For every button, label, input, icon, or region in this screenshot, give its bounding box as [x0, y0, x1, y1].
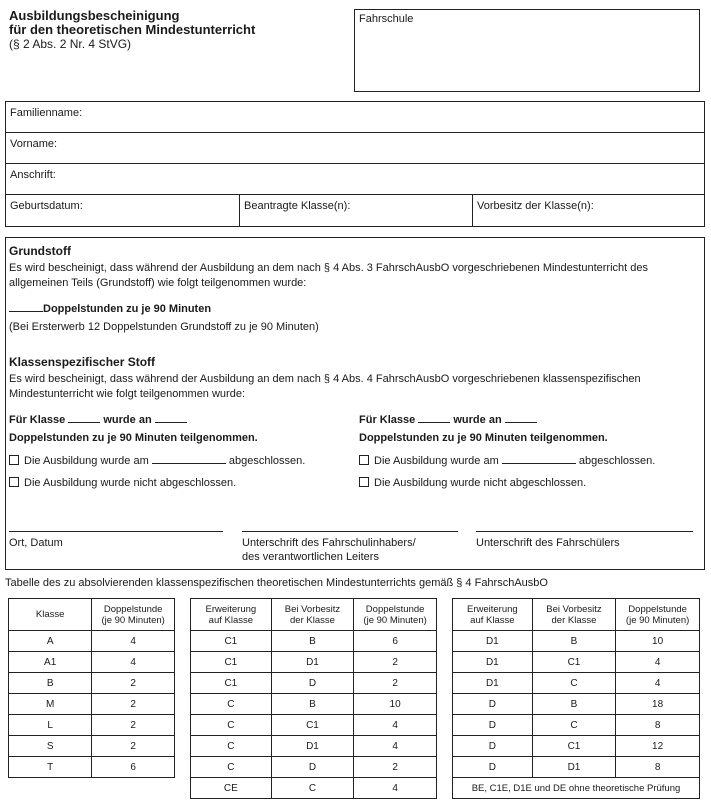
table-header-row	[191, 599, 437, 631]
nicht-abgeschlossen-right-checkbox[interactable]	[359, 477, 369, 487]
table-header-row	[9, 599, 175, 631]
abgeschlossen-left-checkbox[interactable]	[9, 455, 19, 465]
title-line-1: Ausbildungsbescheinigung	[9, 8, 180, 23]
grundstoff-heading: Grundstoff	[9, 244, 71, 258]
date-left-blank[interactable]	[152, 463, 226, 464]
wurde-an-label: wurde an	[103, 414, 152, 426]
personal-data-box	[5, 101, 705, 227]
table-header-cell: Doppelstunde (je 90 Minuten)	[354, 599, 437, 631]
table-cell: C1	[532, 736, 616, 757]
table-row	[9, 736, 175, 757]
table-cell: B	[9, 673, 92, 694]
table-cell: D	[271, 757, 354, 778]
table-cell: A	[9, 631, 92, 652]
vorname-field[interactable]	[6, 133, 704, 164]
nicht-abgeschlossen-right-row	[359, 476, 586, 491]
table-cell: 2	[92, 694, 175, 715]
nicht-abgeschlossen-left-row	[9, 476, 236, 491]
table-cell: 4	[92, 652, 175, 673]
table-cell: A1	[9, 652, 92, 673]
beantragte-klasse-field[interactable]	[239, 195, 472, 227]
inhaber-label-1: Unterschrift des Fahrschulinhabers/	[242, 537, 416, 549]
table-row	[191, 631, 437, 652]
table-cell: 2	[354, 673, 437, 694]
familienname-field[interactable]	[6, 102, 704, 133]
table-cell: D1	[532, 757, 616, 778]
title-line-2: für den theoretischen Mindestunterricht	[9, 22, 256, 37]
table-cell: 18	[616, 694, 700, 715]
table-cell: S	[9, 736, 92, 757]
table-cell: B	[271, 631, 354, 652]
abgeschlossen-right-checkbox[interactable]	[359, 455, 369, 465]
table-cell: 4	[92, 631, 175, 652]
table-cell: 4	[354, 778, 437, 799]
table-row	[191, 778, 437, 799]
table-header-cell: Bei Vorbesitz der Klasse	[532, 599, 616, 631]
table-cell: C1	[191, 631, 272, 652]
grundstoff-count-blank[interactable]	[9, 311, 43, 312]
document-title	[9, 9, 255, 51]
table-cell: 12	[616, 736, 700, 757]
table-row	[453, 757, 700, 778]
table-cell: C1	[532, 652, 616, 673]
table-cell: D1	[453, 673, 533, 694]
nicht-abgeschlossen-label: Die Ausbildung wurde nicht abgeschlossen.	[24, 477, 237, 489]
grundstoff-note: (Bei Ersterwerb 12 Doppelstunden Grundstoff zu je 90 Minuten)	[9, 321, 319, 333]
table-row	[191, 694, 437, 715]
ort-datum-field[interactable]	[9, 531, 223, 551]
table-cell: T	[9, 757, 92, 778]
abgeschlossen-pre-label: Die Ausbildung wurde am	[24, 455, 149, 467]
table-cell: 8	[616, 757, 700, 778]
tables-caption: Tabelle des zu absolvierenden klassenspezifischen theoretischen Mindestunterrichts gemäß § 4 FahrschAusbO	[5, 577, 548, 589]
table-header-row	[453, 599, 700, 631]
anschrift-label: Anschrift:	[10, 169, 56, 181]
table-cell: 2	[92, 715, 175, 736]
nicht-abgeschlossen-left-checkbox[interactable]	[9, 477, 19, 487]
klassen-heading: Klassenspezifischer Stoff	[9, 355, 156, 369]
table-header-cell: Erweiterung auf Klasse	[191, 599, 272, 631]
table-row	[9, 652, 175, 673]
table-cell: D	[453, 694, 533, 715]
klasse-right-blank[interactable]	[418, 422, 450, 423]
table-row	[9, 757, 175, 778]
table-row	[191, 652, 437, 673]
table-cell: D	[271, 673, 354, 694]
table-row	[9, 715, 175, 736]
table-cell: 10	[354, 694, 437, 715]
table-row	[191, 757, 437, 778]
doppel-teil-left: Doppelstunden zu je 90 Minuten teilgenommen.	[9, 432, 258, 444]
schueler-signature-field[interactable]	[476, 531, 693, 551]
grundstoff-doppel-label: Doppelstunden zu je 90 Minuten	[43, 303, 212, 315]
table-cell: D1	[271, 652, 354, 673]
table-row	[9, 694, 175, 715]
abgeschlossen-left-row	[9, 454, 305, 469]
table-cell: 8	[616, 715, 700, 736]
fuer-klasse-label: Für Klasse	[9, 414, 66, 426]
table-row	[9, 631, 175, 652]
table-cell: 6	[92, 757, 175, 778]
table-row	[453, 673, 700, 694]
table-row	[9, 673, 175, 694]
table-cell: C	[191, 715, 272, 736]
familienname-label: Familienname:	[10, 107, 83, 119]
table-extension-d	[452, 598, 700, 799]
geburtsdatum-label: Geburtsdatum:	[10, 200, 83, 212]
stunden-right-blank[interactable]	[505, 422, 537, 423]
table-cell: C1	[191, 673, 272, 694]
table-cell: M	[9, 694, 92, 715]
table-cell: C1	[271, 715, 354, 736]
table-footer-note: BE, C1E, D1E und DE ohne theoretische Prüfung	[453, 778, 700, 799]
abgeschlossen-pre-label: Die Ausbildung wurde am	[374, 455, 499, 467]
table-cell: C	[532, 673, 616, 694]
klasse-right-row	[359, 413, 537, 428]
table-cell: 6	[354, 631, 437, 652]
table-header-cell: Erweiterung auf Klasse	[453, 599, 533, 631]
date-right-blank[interactable]	[502, 463, 576, 464]
driving-school-field[interactable]	[354, 9, 700, 92]
table-cell: 4	[616, 673, 700, 694]
table-row	[191, 736, 437, 757]
table-cell: 4	[616, 652, 700, 673]
table-header-cell: Klasse	[9, 599, 92, 631]
table-row	[453, 652, 700, 673]
birth-class-row	[6, 195, 704, 227]
driving-school-label: Fahrschule	[359, 13, 414, 25]
vorname-label: Vorname:	[10, 138, 58, 150]
klasse-left-row	[9, 413, 187, 428]
table-cell: D1	[453, 652, 533, 673]
table-cell: D1	[453, 631, 533, 652]
table-cell: D	[453, 715, 533, 736]
law-reference: (§ 2 Abs. 2 Nr. 4 StVG)	[9, 37, 132, 51]
table-cell: C	[191, 736, 272, 757]
beantragte-klasse-label: Beantragte Klasse(n):	[244, 200, 351, 212]
fuer-klasse-label: Für Klasse	[359, 414, 416, 426]
schueler-label: Unterschrift des Fahrschülers	[476, 537, 620, 549]
table-cell: L	[9, 715, 92, 736]
table-basic-classes	[8, 598, 175, 778]
table-row	[453, 631, 700, 652]
klasse-left-blank[interactable]	[68, 422, 100, 423]
table-header-cell: Bei Vorbesitz der Klasse	[271, 599, 354, 631]
table-cell: C	[532, 715, 616, 736]
table-cell: C1	[191, 652, 272, 673]
abgeschlossen-right-row	[359, 454, 655, 469]
grundstoff-text: Es wird bescheinigt, dass während der Ausbildung an dem nach § 4 Abs. 3 FahrschAusbO vorgeschriebenen Mindestunterricht des allgemeinen Teils (Grundstoff) wie folgt teilgenommen wurde:	[9, 262, 648, 289]
table-cell: 2	[92, 736, 175, 757]
table-cell: C	[191, 694, 272, 715]
table-header-cell: Doppelstunde (je 90 Minuten)	[616, 599, 700, 631]
table-cell: B	[532, 694, 616, 715]
table-cell: B	[532, 631, 616, 652]
stunden-left-blank[interactable]	[155, 422, 187, 423]
wurde-an-label: wurde an	[453, 414, 502, 426]
doppel-teil-right: Doppelstunden zu je 90 Minuten teilgenommen.	[359, 432, 608, 444]
table-row	[453, 694, 700, 715]
table-cell: 2	[354, 757, 437, 778]
table-cell: 2	[92, 673, 175, 694]
inhaber-signature-field[interactable]	[242, 531, 458, 564]
grundstoff-doppel-row	[9, 302, 211, 317]
table-cell: C	[271, 778, 354, 799]
table-header-cell: Doppelstunde (je 90 Minuten)	[92, 599, 175, 631]
certification-box	[5, 237, 705, 570]
klassen-text: Es wird bescheinigt, dass während der Ausbildung an dem nach § 4 Abs. 4 FahrschAusbO vorgeschriebenen klassenspezifischen Mindestunterricht wie folgt teilgenommen wurde:	[9, 373, 641, 400]
table-cell: B	[271, 694, 354, 715]
inhaber-label-2: des verantwortlichen Leiters	[242, 551, 379, 563]
table-cell: D1	[271, 736, 354, 757]
table-cell: 4	[354, 715, 437, 736]
geburtsdatum-field[interactable]	[6, 195, 239, 227]
anschrift-field[interactable]	[6, 164, 704, 195]
table-row	[191, 715, 437, 736]
table-row	[453, 715, 700, 736]
table-cell: 4	[354, 736, 437, 757]
abgeschlossen-post-label: abgeschlossen.	[228, 455, 306, 467]
table-cell: CE	[191, 778, 272, 799]
table-cell: D	[453, 736, 533, 757]
table-row	[191, 673, 437, 694]
abgeschlossen-post-label: abgeschlossen.	[578, 455, 656, 467]
table-cell: D	[453, 757, 533, 778]
table-cell: 2	[354, 652, 437, 673]
nicht-abgeschlossen-label: Die Ausbildung wurde nicht abgeschlossen.	[374, 477, 587, 489]
table-footer-row	[453, 778, 700, 799]
ort-datum-label: Ort, Datum	[9, 537, 63, 549]
vorbesitz-field[interactable]	[472, 195, 705, 227]
table-cell: 10	[616, 631, 700, 652]
table-cell: C	[191, 757, 272, 778]
table-extension-c	[190, 598, 437, 799]
table-row	[453, 736, 700, 757]
vorbesitz-label: Vorbesitz der Klasse(n):	[477, 200, 594, 212]
